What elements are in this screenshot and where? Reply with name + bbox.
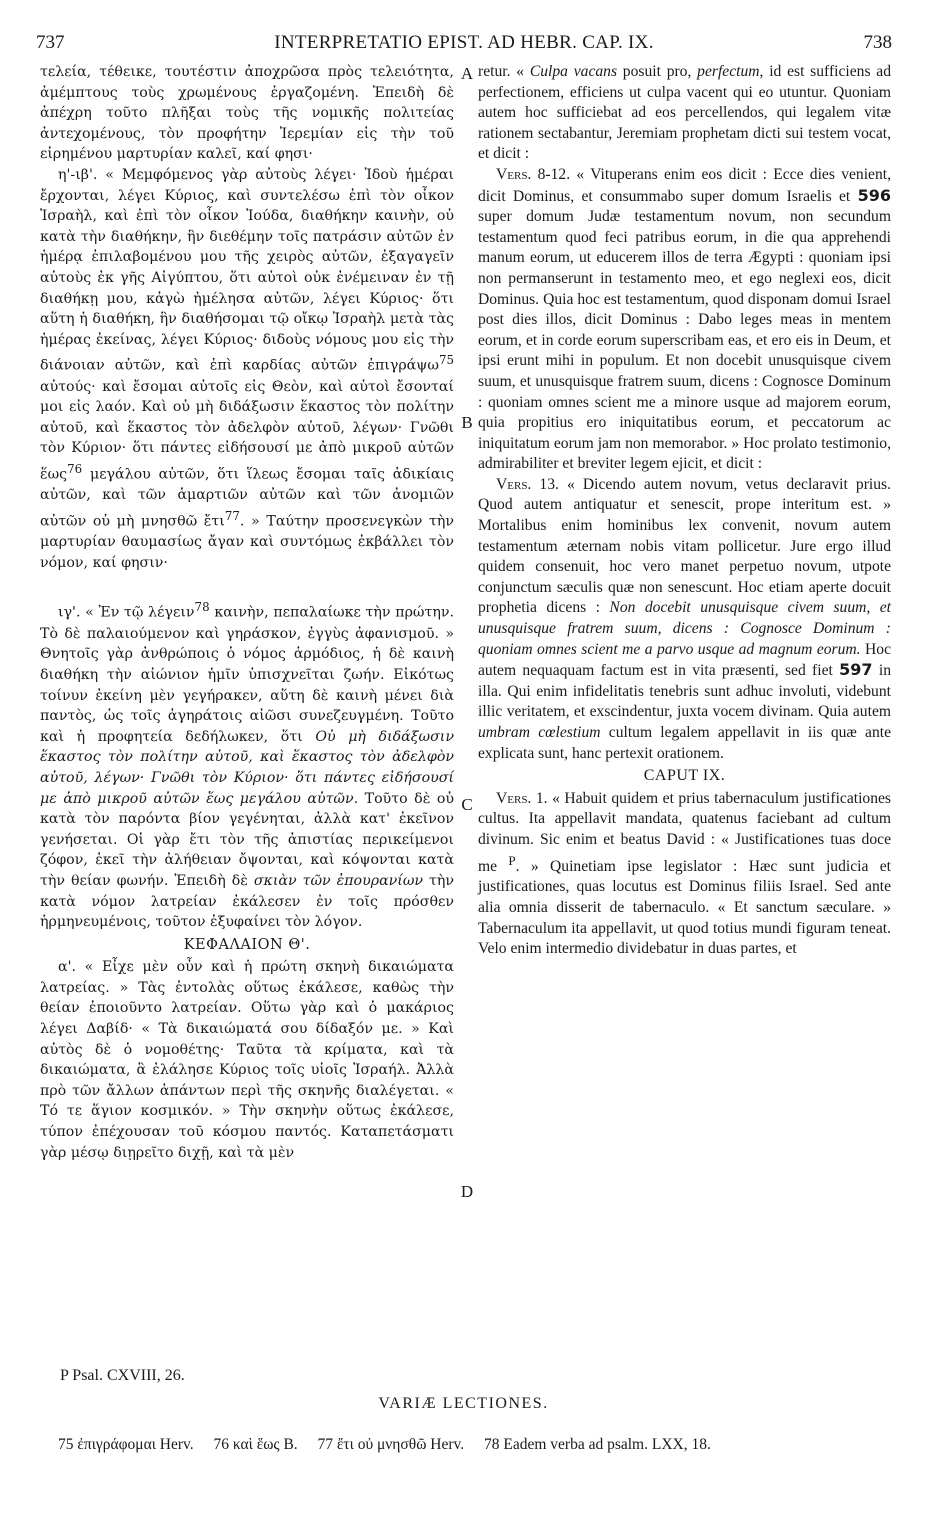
variant-reading: 78 Eadem verba ad psalm. LXX, 18. [484, 1436, 711, 1453]
margin-marker-d: D [460, 1182, 474, 1201]
variae-lectiones [58, 1436, 898, 1454]
margin-marker-c: C [461, 795, 473, 814]
verse-label: Vers. 13. [496, 475, 559, 493]
verse-label: Vers. 8-12. [496, 165, 571, 183]
variant-reading: 77 ἔτι οὐ μνησθῶ Herv. [317, 1436, 465, 1453]
verse-label: Vers. 1. [496, 789, 548, 807]
greek-paragraph: τελεία, τέθεικε, τουτέστιν ἀποχρῶσα πρὸς τελειότητα, ἀμέμπτους τοὺς χρωμένους ἐργαζομένη. Ἐπειδὴ δὲ ἀπέχρη τοῦτο πλῆξαι τοὺς τῆς νομικῆς πολιτείας ἀντεχομένους, τὸν προφήτην Ἱερεμίαν εἰς τὴν τοῦ εἰρημένου μαρτυρίαν καλεῖ, καί φησι· [40, 64, 454, 163]
page-number-right: 738 [863, 32, 892, 53]
page-number-left: 737 [36, 32, 65, 53]
latin-column [478, 62, 891, 960]
latin-paragraph: Vers. 13. « Dicendo autem novum, vetus declaravit prius. Quod autem antiquatur et senescit, prope interitum est. » Mortalibus enim hominibus lex convenit, novum autem testamentum æternam nobis vitam pollicetur. Jure ergo illud quidem consenuit, hoc vero manet perpetuo novum, utpote conjunctum sæculis quæ non senescunt. Hoc etiam aperte docuit prophetia dicens : Non docebit unusquisque civem suum, et unusquisque fratrem suum, dicens : Cognosce Dominum : quoniam omnes scient me a parvo usque ad magnum eorum. Hoc autem nequaquam factum est in vita præsenti, sed fiet 597 in illa. Qui enim infidelitatis tenebris sunt adhuc involuti, videbunt illic veritatem, et exscindentur, juxta vocem divinam. Quia autem umbram cœlestium cultum legalem appellavit in iis quæ ante explicata sunt, hanc pertexit orationem. [478, 475, 891, 762]
margin-marker-a: A [460, 64, 474, 83]
greek-chapter-heading: ΚΕΦΑΛΑΙΟΝ Θ'. [183, 936, 311, 953]
running-title: INTERPRETATIO EPIST. AD HEBR. CAP. IX. [274, 32, 654, 53]
page-header [36, 32, 892, 58]
margin-marker-b: B [461, 413, 473, 432]
variae-lectiones-heading: VARIÆ LECTIONES. [378, 1395, 549, 1412]
greek-paragraph: η'-ιβ'. « Μεμφόμενος γὰρ αὐτοὺς λέγει· Ἰδοὺ ἡμέραι ἔρχονται, λέγει Κύριος, καὶ συντελέσω ἐπὶ τὸν οἶκον Ἰσραὴλ, καὶ ἐπὶ τὸν οἶκον Ἰούδα, διαθήκην καινὴν, οὐ κατὰ τὴν διαθήκην, ἣν διεθέμην τοῖς πατράσιν αὐτῶν ἐν ἡμέρᾳ ἐπιλαβομένου μου τῆς χειρὸς αὐτῶν, ἐξαγαγεῖν αὐτοὺς ἐκ γῆς Αἰγύπτου, ὅτι αὐτοὶ οὐκ ἐνέμειναν ἐν τῇ διαθήκῃ μου, κἀγὼ ἠμέλησα αὐτῶν, λέγει Κύριος· ὅτι αὕτη ἡ διαθήκη, ἣν διαθήσομαι τῷ οἴκῳ Ἰσραὴλ μετὰ τὰς ἡμέρας ἐκείνας, λέγει Κύριος· διδοὺς νόμους μου εἰς τὴν διάνοιαν αὐτῶν, καὶ ἐπὶ καρδίας αὐτῶν ἐπιγράψω$^{75}$ αὐτούς· καὶ ἔσομαι αὐτοῖς εἰς Θεὸν, καὶ αὐτοὶ ἔσονταί μοι εἰς λαόν. Καὶ οὐ μὴ διδάξωσιν ἕκαστος τὸν πολίτην αὐτοῦ, καὶ ἕκαστος τὸν ἀδελφὸν αὐτοῦ, λέγων· Γνῶθι τὸν Κύριον· ὅτι πάντες εἰδήσουσί με ἀπὸ μικροῦ αὐτῶν ἕως$^{76}$ μεγάλου αὐτῶν, ὅτι ἵλεως ἔσομαι ταῖς ἀδικίαις αὐτῶν, καὶ τῶν ἁμαρτιῶν αὐτῶν καὶ τῶν ἀνομιῶν αὐτῶν οὐ μὴ μνησθῶ ἔτι$^{77}$. » Ταύτην προσενεγκὼν τὴν μαρτυρίαν θαυμασίως ἄγαν καὶ συντόμως ἐκβάλλει τὸν νόμον, καί φησιν· [40, 166, 454, 571]
latin-paragraph: Vers. 1. « Habuit quidem et prius tabernaculum justificationes cultus. Ita appellavit mandata, quatenus faciebant ad cultum divinum. Sic enim et beatus David : « Justificationes tuas doce me $^P$. » Quinetiam ipse legislator : Hæc sunt judicia et justificationes, quas locutus est Dominus filiis Israel. Sed ante alia omnia disserit de tabernaculo. « Et sanctum sæculare. » Tabernaculum ita appellavit, ut quod totius mundi figuram teneat. Velo enim intermedio dividebatur in duas partes, et [478, 789, 891, 958]
latin-chapter-heading: CAPUT IX. [643, 767, 726, 785]
column-number: 597 [839, 660, 873, 680]
footnote: P Psal. CXVIII, 26. [60, 1367, 185, 1384]
column-number: 596 [857, 185, 892, 205]
variant-reading: 76 καὶ ἕως B. [213, 1436, 298, 1453]
variant-reading: 75 ἐπιγράφομαι Herv. [58, 1436, 194, 1453]
greek-paragraph: ιγ'. « Ἐν τῷ λέγειν$^{78}$ καινὴν, πεπαλαίωκε τὴν πρώτην. Τὸ δὲ παλαιούμενον καὶ γηράσκον, ἐγγὺς ἀφανισμοῦ. » Θνητοῖς γὰρ ἀνθρώποις ὁ νόμος ἁρμόδιος, ἡ δὲ καινὴ διαθήκη τὴν αἰώνιον ἡμῖν ὑπισχνεῖται ζωήν. Εἰκότως τοίνυν ἐκείνη μὲν γεγήρακεν, αὕτη δὲ καινὴ μένει διὰ παντὸς, ὡς τοῖς ἀγηράτοις αἰῶσι συνεζευγμένη. Τοῦτο καὶ ἡ προφητεία δεδήλωκεν, ὅτι Οὐ μὴ διδάξωσιν ἕκαστος τὸν πολίτην αὐτοῦ, καὶ ἕκαστος τὸν ἀδελφὸν αὐτοῦ, λέγων· Γνῶθι τὸν Κύριον· ὅτι πάντες εἰδήσουσί με ἀπὸ μικροῦ αὐτῶν ἕως μεγάλου αὐτῶν. Τοῦτο δὲ οὐ κατὰ τὸν παρόντα βίον γεγένηται, ἀλλὰ κατ' ἐκεῖνον γενήσεται. Οἱ γὰρ ἔτι τὸν τῆς ἀπιστίας περικείμενοι ζόφον, ἐκεῖ τὴν ἀλήθειαν ὄψονται, καὶ κόψονται κατὰ τὴν θείαν φωνήν. Ἐπειδὴ δὲ σκιὰν τῶν ἐπουρανίων τὴν κατὰ νόμον λατρείαν ἐκάλεσεν ἐν τοῖς πρόσθεν ἡρμηνευμένοις, τοῦτον ἐξυφαίνει τὸν λόγον. [40, 600, 454, 931]
greek-paragraph: α'. « Εἶχε μὲν οὖν καὶ ἡ πρώτη σκηνὴ δικαιώματα λατρείας. » Τὰς ἐντολὰς οὕτως ἐκάλεσε, καθὼς τὴν θείαν ἐποιοῦντο λατρείαν. Οὕτω γὰρ καὶ ὁ μακάριος λέγει Δαβίδ· « Τὰ δικαιώματά σου δίδαξόν με. » Καὶ αὐτὸς δὲ ὁ νομοθέτης· Ταῦτα τὰ κρίματα, καὶ τὰ δικαιώματα, ἃ ἐλάλησε Κύριος τοῖς υἱοῖς Ἰσραήλ. Ἀλλὰ πρὸ τῶν ἄλλων ἁπάντων περὶ τῆς σκηνῆς διαλέγεται. « Τό τε ἅγιον κοσμικόν. » Τὴν σκηνὴν οὕτως ἐκάλεσε, τύπον ἐπέχουσαν τοῦ κόσμου παντός. Καταπετάσματι γὰρ μέσῳ διῃρεῖτο διχῇ, καὶ τὰ μὲν [40, 959, 454, 1161]
latin-paragraph: Vers. 8-12. « Vituperans enim eos dicit : Ecce dies venient, dicit Dominus, et consummabo super domum Israelis et 596 super domum Judæ testamentum novum, non secundum testamentum quod feci patribus eorum, in die qua apprehendi manum eorum, ut educerem illos de terra Ægypti : quoniam ipsi non permanserunt in testamento meo, et ego neglexi eos, dicit Dominus. Quia hoc est testamentum, quod disponam domui Israel post dies illos, dicit Dominus : Dabo leges meas in mentem eorum, et in corde eorum superscribam eas, et ero eis in Deum, et ipsi erunt mihi in populum. Et non docebit unusquisque civem suum, et unusquisque fratrem suum, dicens : Cognosce Dominum : quoniam omnes scient me a minore usque ad majorem eorum, quia propitius ero iniquitatibus eorum, et peccatorum ac iniquitatum eorum jam non memorabor. » Hoc prolato testimonio, admirabiliter et breviter legem ejicit, et dicit : [478, 165, 892, 473]
latin-paragraph: retur. « Culpa vacans posuit pro, perfectum, id est sufficiens ad perfectionem, efficiens ut culpa vacent qui eo utuntur. Quoniam autem hoc sufficiebat ad eos percellendos, qui legalem vitæ rationem sectabantur, Jeremiam prophetam dicti sui testem vocat, et dicit : [478, 63, 892, 163]
greek-column [40, 62, 454, 1163]
